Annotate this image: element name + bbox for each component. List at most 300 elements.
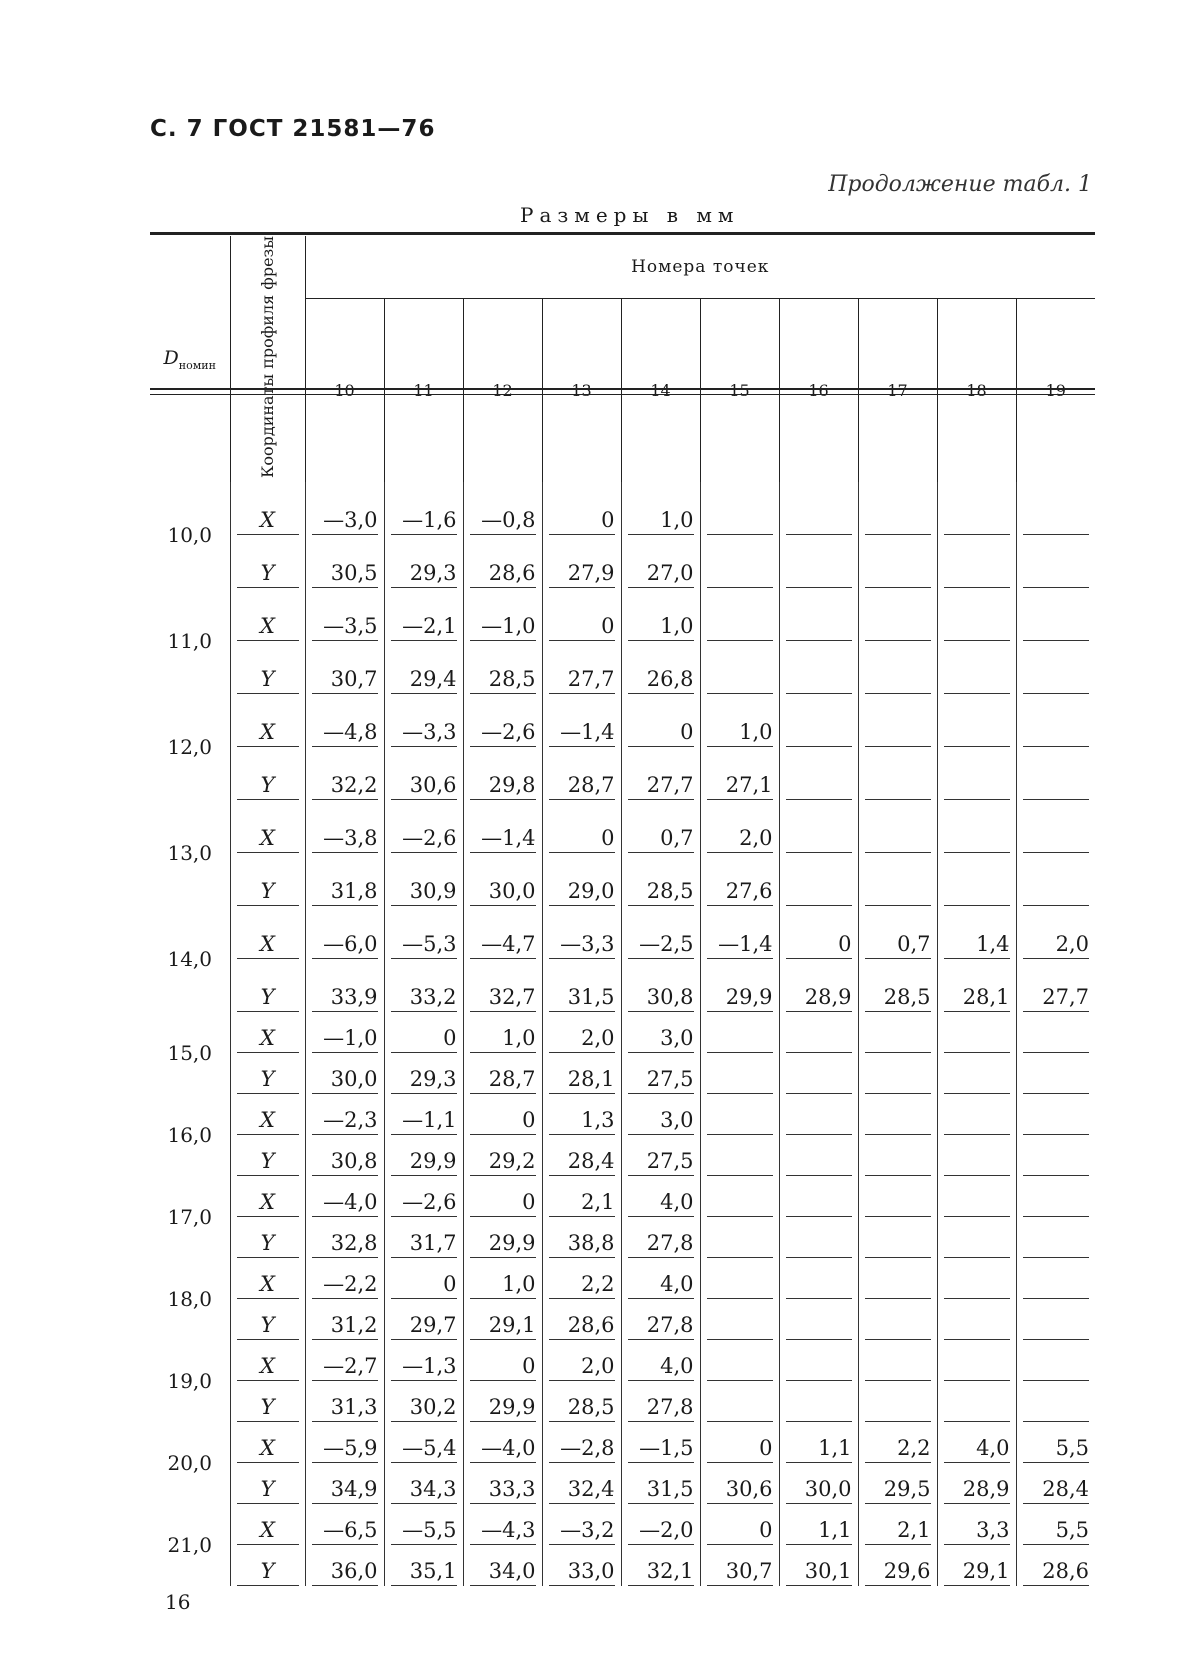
value-cell [937,1381,1016,1422]
coordinate-label [230,694,305,747]
value-text: 33,3 [470,1477,536,1504]
value-cell [1016,1340,1095,1381]
value-text: 27,8 [628,1231,694,1258]
d-nominal-cell: 11,0 [167,629,213,654]
value-text: 29,9 [707,985,773,1012]
value-text [944,1108,1010,1135]
value-text: 33,0 [549,1559,615,1586]
value-text: 27,5 [628,1149,694,1176]
value-text [1023,508,1090,535]
value-cell [621,800,700,853]
value-cell [779,535,858,588]
value-cell [542,800,621,853]
value-cell [858,1422,937,1463]
value-text: 30,1 [786,1559,852,1586]
value-cell [700,959,779,1012]
value-cell [463,1340,542,1381]
value-text [1023,1149,1090,1176]
value-cell [384,853,463,906]
value-cell [542,1299,621,1340]
value-text [1023,1354,1090,1381]
value-text: 32,7 [470,985,536,1012]
value-cell [542,588,621,641]
value-cell [542,535,621,588]
value-text: 31,5 [628,1477,694,1504]
value-text: 28,6 [549,1313,615,1340]
value-text [707,1272,773,1299]
value-text: 32,2 [312,773,378,800]
points-header: Номера точек [305,236,1095,299]
table-row [150,1381,1095,1422]
value-text [944,1354,1010,1381]
value-text [1023,1272,1090,1299]
value-text: 0 [391,1026,457,1053]
value-cell [700,853,779,906]
value-cell [621,1258,700,1299]
value-text: —1,0 [312,1026,378,1053]
point-number-header: 17 [858,299,937,482]
value-text: 0 [549,614,615,641]
value-cell [384,747,463,800]
coordinate-label-text: Y [237,773,299,800]
value-cell [1016,1053,1095,1094]
value-cell [700,1258,779,1299]
value-text: 27,8 [628,1313,694,1340]
value-text [865,667,931,694]
value-cell [542,1422,621,1463]
value-cell [937,1012,1016,1053]
value-cell [542,959,621,1012]
value-cell [463,1504,542,1545]
value-text [944,879,1010,906]
coordinate-label [230,1299,305,1340]
value-cell [542,1053,621,1094]
coordinate-label-text: X [237,614,299,641]
value-text [707,614,773,641]
value-cell [621,641,700,694]
value-text: 0 [391,1272,457,1299]
value-text [707,1067,773,1094]
coordinate-label [230,1258,305,1299]
value-cell [858,959,937,1012]
value-cell [700,1217,779,1258]
value-text: —5,5 [391,1518,457,1545]
coordinate-label-text: X [237,1518,299,1545]
value-cell [937,1504,1016,1545]
value-text: —4,0 [312,1190,378,1217]
value-text [944,1190,1010,1217]
point-number-header: 16 [779,299,858,482]
value-cell [542,1012,621,1053]
value-cell [700,588,779,641]
value-cell [779,1422,858,1463]
d-nominal-cell: 16,0 [167,1123,213,1148]
value-cell [542,1340,621,1381]
value-cell [779,1135,858,1176]
value-text: 30,8 [312,1149,378,1176]
value-cell [305,747,384,800]
value-text: 32,8 [312,1231,378,1258]
value-cell [384,482,463,535]
value-text [865,508,931,535]
value-cell [1016,694,1095,747]
value-cell [937,482,1016,535]
value-text: —1,4 [707,932,773,959]
value-text: 0 [470,1190,536,1217]
value-text [707,508,773,535]
value-cell [463,1463,542,1504]
value-text [944,1272,1010,1299]
value-cell [700,1299,779,1340]
value-cell [463,1381,542,1422]
value-text: 35,1 [391,1559,457,1586]
value-text: 28,5 [628,879,694,906]
value-cell [1016,1176,1095,1217]
value-text: 30,0 [470,879,536,906]
value-cell [384,1217,463,1258]
value-cell [937,535,1016,588]
coordinate-label [230,1340,305,1381]
value-text: 0,7 [628,826,694,853]
value-text: —3,2 [549,1518,615,1545]
point-number-header: 10 [305,299,384,482]
value-cell [542,747,621,800]
value-text: 31,2 [312,1313,378,1340]
value-text [865,561,931,588]
value-text: —2,1 [391,614,457,641]
coordinate-label-text: Y [237,985,299,1012]
value-cell [463,959,542,1012]
coordinate-label [230,1463,305,1504]
value-text: 26,8 [628,667,694,694]
coordinate-label [230,1217,305,1258]
value-cell [621,1217,700,1258]
coordinate-label [230,588,305,641]
value-cell [937,588,1016,641]
table-row [150,1422,1095,1463]
value-text [944,508,1010,535]
value-text: 1,0 [470,1026,536,1053]
value-cell [621,853,700,906]
coordinate-label-text: X [237,826,299,853]
value-cell [384,906,463,959]
value-cell [779,482,858,535]
value-text: —5,4 [391,1436,457,1463]
value-cell [937,1258,1016,1299]
value-text: —4,8 [312,720,378,747]
value-text: 2,0 [1023,932,1090,959]
value-text: 28,5 [549,1395,615,1422]
value-cell [463,1258,542,1299]
value-text: 34,9 [312,1477,378,1504]
page-number: 16 [165,1590,191,1614]
value-cell [463,1053,542,1094]
value-text [944,1313,1010,1340]
value-cell [542,641,621,694]
value-text: 1,0 [470,1272,536,1299]
value-text: 28,4 [549,1149,615,1176]
value-cell [384,641,463,694]
coordinate-label [230,853,305,906]
value-text: 29,1 [944,1559,1010,1586]
value-text [944,1149,1010,1176]
value-text: 28,4 [1023,1477,1090,1504]
value-text: —1,1 [391,1108,457,1135]
value-text [786,1190,852,1217]
value-text [707,1231,773,1258]
value-cell [305,1381,384,1422]
value-text: —6,5 [312,1518,378,1545]
value-text [944,1067,1010,1094]
value-cell [463,1135,542,1176]
value-text: 28,6 [1023,1559,1090,1586]
value-cell [1016,1422,1095,1463]
value-cell [384,1094,463,1135]
value-text [1023,614,1090,641]
value-text: 0,7 [865,932,931,959]
coordinate-label-text: Y [237,1231,299,1258]
value-cell [858,853,937,906]
value-text: 30,9 [391,879,457,906]
value-text: 0 [470,1354,536,1381]
value-text [707,1108,773,1135]
value-cell [779,588,858,641]
value-text: 1,4 [944,932,1010,959]
coordinate-label [230,747,305,800]
value-cell [621,1463,700,1504]
value-cell [779,1299,858,1340]
point-number-header: 14 [621,299,700,482]
value-text [1023,826,1090,853]
value-cell [779,1381,858,1422]
value-cell [937,747,1016,800]
value-cell [305,853,384,906]
table-row [150,535,1095,588]
value-text [865,1149,931,1176]
value-cell [779,1258,858,1299]
value-cell [542,1135,621,1176]
value-cell [700,1094,779,1135]
coordinate-label [230,1176,305,1217]
table-row [150,482,1095,535]
value-cell [621,1094,700,1135]
value-cell [937,1176,1016,1217]
value-cell [1016,1463,1095,1504]
coordinate-label-text: Y [237,1559,299,1586]
value-text: 2,2 [549,1272,615,1299]
value-text: 2,2 [865,1436,931,1463]
value-cell [305,1135,384,1176]
value-text [865,879,931,906]
value-cell [463,641,542,694]
value-text: 29,6 [865,1559,931,1586]
point-number-header: 13 [542,299,621,482]
table-row [150,1258,1095,1299]
value-text [786,720,852,747]
value-cell [858,800,937,853]
coordinate-label [230,1053,305,1094]
value-text [1023,667,1090,694]
value-text: 3,0 [628,1026,694,1053]
value-text [707,1354,773,1381]
value-cell [858,1545,937,1586]
value-cell [463,482,542,535]
value-cell [305,1258,384,1299]
d-nominal-cell: 17,0 [167,1205,213,1230]
value-text: 32,1 [628,1559,694,1586]
header-bottom-rule [150,388,1095,395]
value-text: 28,6 [470,561,536,588]
coordinate-label [230,959,305,1012]
value-cell [305,1012,384,1053]
value-cell [463,853,542,906]
value-text: 27,8 [628,1395,694,1422]
coordinate-label [230,535,305,588]
value-cell [779,1053,858,1094]
value-text [944,667,1010,694]
value-text [786,826,852,853]
value-cell [779,1340,858,1381]
value-cell [937,1094,1016,1135]
value-text: —2,7 [312,1354,378,1381]
value-cell [1016,747,1095,800]
value-text: 27,7 [549,667,615,694]
value-cell [384,1545,463,1586]
coordinate-label-text: X [237,1354,299,1381]
value-cell [463,588,542,641]
value-cell [305,535,384,588]
value-text: 27,5 [628,1067,694,1094]
value-text: 27,0 [628,561,694,588]
value-text: 4,0 [628,1272,694,1299]
value-cell [700,694,779,747]
value-cell [779,906,858,959]
value-text: —4,3 [470,1518,536,1545]
value-cell [305,1094,384,1135]
value-text [1023,1231,1090,1258]
coordinate-label-text: X [237,1272,299,1299]
coordinate-header: Координаты профиля фрезы [230,236,305,482]
value-cell [700,1135,779,1176]
value-text [786,1108,852,1135]
value-cell [384,1258,463,1299]
coordinate-label-text: Y [237,879,299,906]
value-cell [700,1340,779,1381]
value-text: 28,5 [865,985,931,1012]
value-cell [858,1463,937,1504]
coordinate-label-text: X [237,508,299,535]
value-text: —3,8 [312,826,378,853]
value-text: 27,7 [1023,985,1090,1012]
value-cell [621,1135,700,1176]
document-header: С. 7 ГОСТ 21581—76 [150,116,436,142]
value-text [944,1231,1010,1258]
coordinate-label [230,1094,305,1135]
value-cell [779,694,858,747]
coordinate-label-text: Y [237,1313,299,1340]
value-cell [542,1381,621,1422]
value-cell [384,800,463,853]
value-cell [1016,853,1095,906]
value-cell [937,694,1016,747]
value-cell [463,535,542,588]
value-cell [1016,588,1095,641]
table-row [150,1176,1095,1217]
coordinate-label-text: Y [237,1149,299,1176]
value-text: 1,1 [786,1436,852,1463]
value-text: 1,3 [549,1108,615,1135]
value-cell [463,1299,542,1340]
table-row [150,1053,1095,1094]
table-row [150,1217,1095,1258]
value-cell [779,853,858,906]
value-cell [621,588,700,641]
value-text [707,561,773,588]
value-text: 29,2 [470,1149,536,1176]
value-cell [858,1258,937,1299]
value-cell [542,694,621,747]
value-text [1023,720,1090,747]
value-text: —1,3 [391,1354,457,1381]
coordinate-label [230,800,305,853]
table-top-rule [150,232,1095,235]
value-text: 29,3 [391,1067,457,1094]
value-text: 5,5 [1023,1518,1090,1545]
value-cell [463,747,542,800]
value-cell [858,588,937,641]
value-text: 29,9 [470,1231,536,1258]
value-cell [779,1463,858,1504]
value-text: 38,8 [549,1231,615,1258]
d-nominal-header: $D_{номин}$ [163,346,216,372]
coordinate-label-text: X [237,932,299,959]
value-text [865,1067,931,1094]
value-text: —2,6 [391,826,457,853]
value-cell [305,959,384,1012]
value-cell [463,1422,542,1463]
value-cell [1016,1299,1095,1340]
value-text: 31,7 [391,1231,457,1258]
value-text: 27,1 [707,773,773,800]
value-text: —1,0 [470,614,536,641]
value-text: 27,7 [628,773,694,800]
value-cell [858,1299,937,1340]
value-cell [384,1135,463,1176]
table-row [150,641,1095,694]
coordinate-label [230,1381,305,1422]
value-text: —3,3 [391,720,457,747]
value-text [1023,773,1090,800]
d-nominal-cell: 14,0 [167,947,213,972]
value-cell [305,800,384,853]
coordinate-label [230,906,305,959]
value-cell [858,1340,937,1381]
value-text [1023,1190,1090,1217]
value-text [865,1354,931,1381]
coordinate-label [230,1135,305,1176]
value-cell [384,535,463,588]
coordinate-label [230,1422,305,1463]
value-cell [779,1217,858,1258]
value-cell [384,1299,463,1340]
value-cell [463,1094,542,1135]
value-text [944,1395,1010,1422]
value-cell [305,1545,384,1586]
value-cell [1016,800,1095,853]
value-text [786,1313,852,1340]
value-cell [384,1053,463,1094]
table-row [150,1012,1095,1053]
